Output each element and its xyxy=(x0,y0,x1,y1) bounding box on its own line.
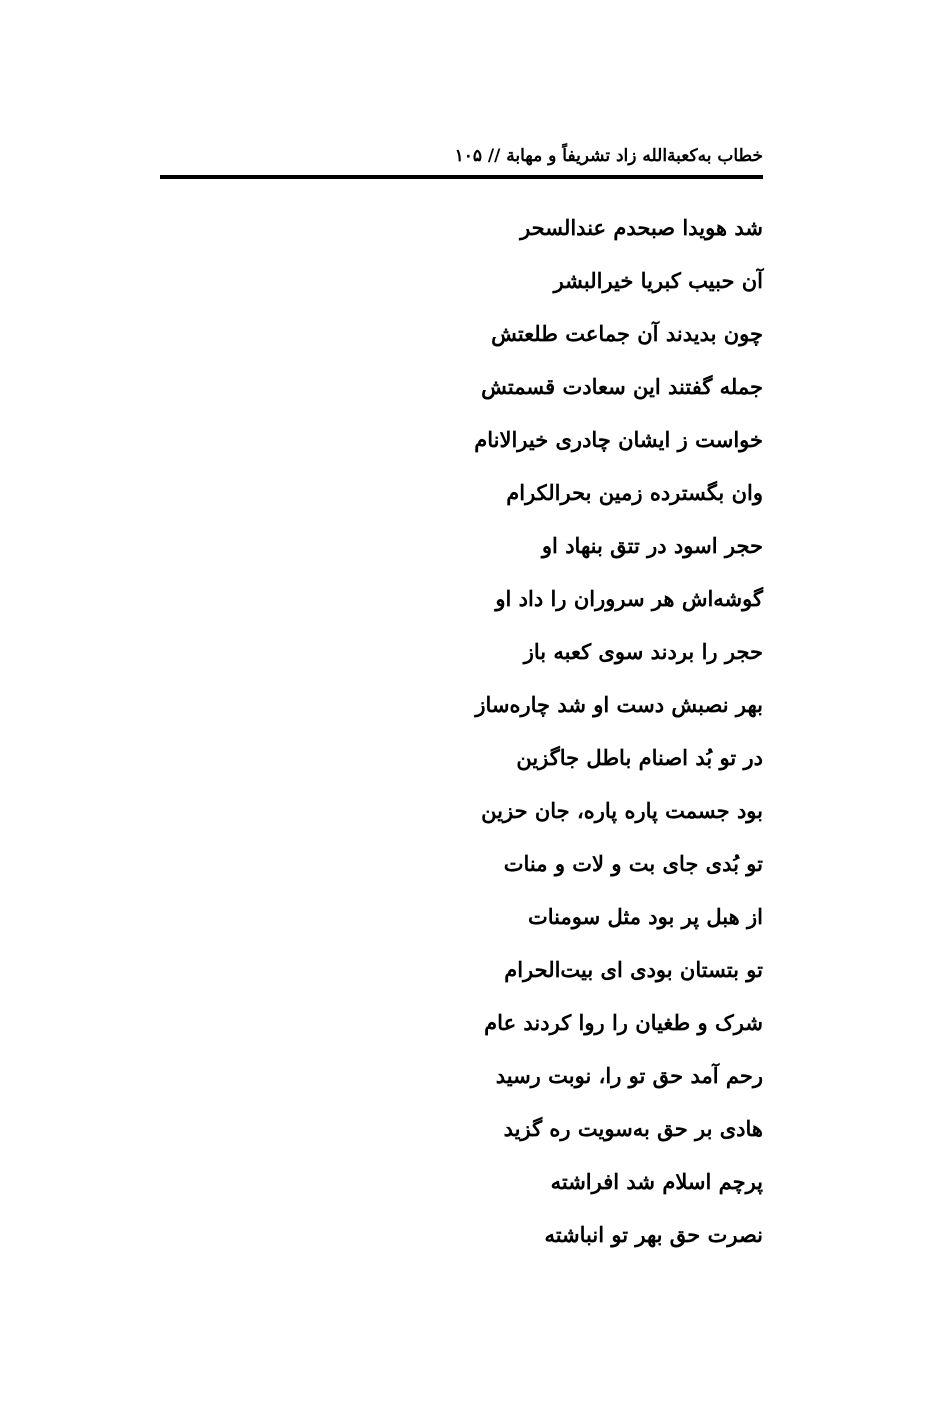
verse-line: شد هویدا صبحدم عندالسحر xyxy=(520,215,763,240)
verse-line: پرچم اسلام شد افراشته xyxy=(550,1169,763,1194)
verse-line: خواست ز ایشان چادری خیرالانام xyxy=(474,427,763,452)
running-header xyxy=(160,140,763,176)
header-divider xyxy=(160,175,763,179)
verse-line: در تو بُد اصنام باطل جاگزین xyxy=(516,745,763,770)
verse-line: رحم آمد حق تو را، نوبت رسید xyxy=(495,1063,763,1088)
poem-body xyxy=(303,206,763,1266)
verse-line: تو بُدی جای بت و لات و منات xyxy=(503,851,763,876)
verse-line: وان بگسترده زمین بحرالکرام xyxy=(506,480,763,505)
verse-line: حجر اسود در تتق بنهاد او xyxy=(541,533,763,558)
verse-line: بهر نصبش دست او شد چاره‌ساز xyxy=(475,692,763,717)
verse-line: نصرت حق بهر تو انباشته xyxy=(544,1222,763,1247)
verse-line: از هبل پر بود مثل سومنات xyxy=(527,904,763,929)
verse-line: آن حبیب کبریا خیرالبشر xyxy=(553,268,763,293)
verse-line: گوشه‌اش هر سروران را داد او xyxy=(495,586,763,611)
verse-line: شرک و طغیان را روا کردند عام xyxy=(484,1010,763,1035)
verse-line: تو بتستان بودی ای بیت‌الحرام xyxy=(504,957,763,982)
verse-line: حجر را بردند سوی کعبه باز xyxy=(523,639,763,664)
verse-line: هادی بر حق به‌سویت ره گزید xyxy=(503,1116,763,1141)
header-title: خطاب به‌کعبةالله زاد تشریفاً و مهابة // ۱۰۵ xyxy=(454,146,763,166)
verse-line: بود جسمت پاره پاره، جان حزین xyxy=(481,798,763,823)
verse-line: چون بدیدند آن جماعت طلعتش xyxy=(491,321,763,346)
verse-line: جمله گفتند این سعادت قسمتش xyxy=(481,374,763,399)
